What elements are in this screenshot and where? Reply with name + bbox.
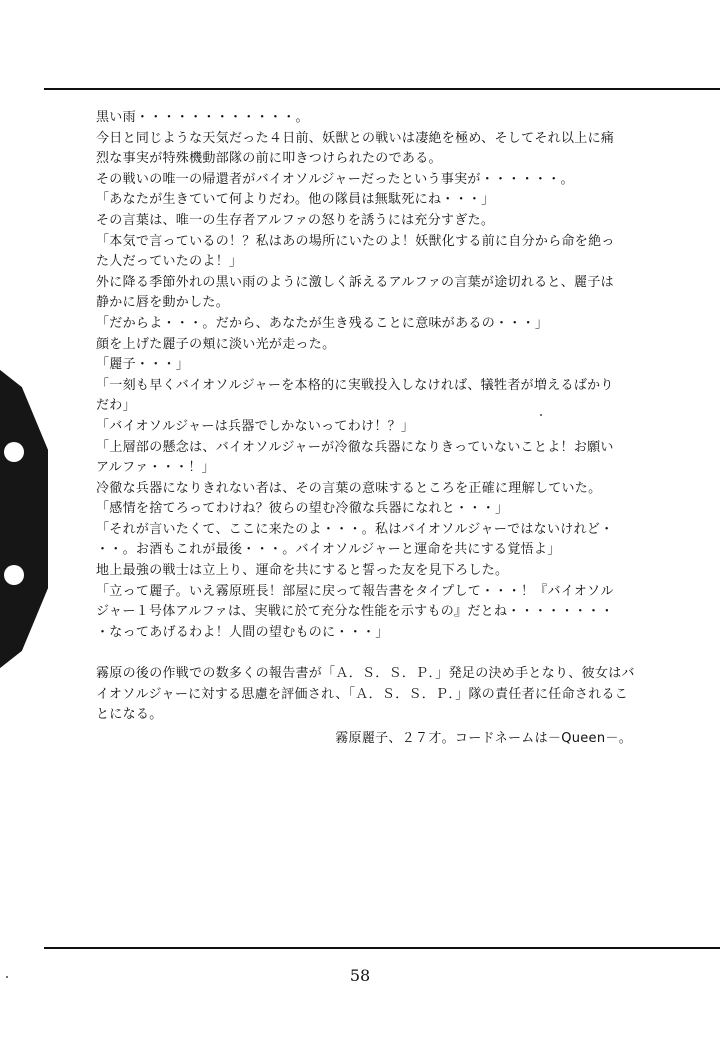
text-line: アルファ・・・！」 (96, 460, 215, 476)
text-line: 冷徹な兵器になりきれない者は、その言葉の意味するところを正確に理解していた。 (96, 480, 602, 496)
epilogue-line: とになる。 (96, 707, 163, 723)
text-line: 静かに唇を動かした。 (96, 295, 230, 311)
bottom-rule (44, 947, 720, 949)
text-line: その戦いの唯一の帰還者がバイオソルジャーだったという事実が・・・・・・。 (96, 171, 574, 187)
text-line: 外に降る季節外れの黒い雨のように激しく訴えるアルファの言葉が途切れると、麗子は (96, 274, 614, 290)
text-line: 「立って麗子。いえ霧原班長！部屋に戻って報告書をタイプして・・・！『バイオソル (96, 583, 614, 599)
epilogue-line: イオソルジャーに対する思慮を評価され、「Ａ．Ｓ．Ｓ．Ｐ．」隊の責任者に任命されるこ (96, 686, 629, 702)
text-line: 「だからよ・・・。だから、あなたが生き残ることに意味があるの・・・」 (96, 315, 549, 331)
text-line: ・・。お酒もこれが最後・・・。バイオソルジャーと運命を共にする覚悟よ」 (96, 542, 561, 558)
text-line: 地上最強の戦士は立上り、運命を共にすると誓った友を見下ろした。 (96, 563, 509, 579)
text-line: 烈な事実が特殊機動部隊の前に叩きつけられたのである。 (96, 151, 442, 167)
text-line: 「麗子・・・」 (96, 357, 190, 373)
binder-tab (0, 362, 48, 676)
text-line: ジャー１号体アルファは、実戦に於て充分な性能を示すもの』だとね・・・・・・・・ (96, 604, 614, 620)
character-signature: 霧原麗子、２７才。コードネームは－Queen－。 (335, 731, 632, 746)
binder-hole-bottom (4, 565, 24, 585)
story-text (96, 108, 648, 726)
scan-speck (6, 976, 8, 978)
text-line: 「感情を捨てろってわけね？彼らの望む冷徹な兵器になれと・・・」 (96, 501, 509, 517)
top-rule (44, 88, 720, 90)
paragraph-gap (96, 643, 648, 664)
text-line: 「バイオソルジャーは兵器でしかないってわけ！？」 (96, 418, 415, 434)
text-line: 「一刻も早くバイオソルジャーを本格的に実戦投入しなければ、犠牲者が増えるばかり (96, 377, 614, 393)
text-line: ・なってあげるわよ！人間の望むものに・・・」 (96, 624, 389, 640)
text-line: その言葉は、唯一の生存者アルファの怒りを誘うには充分すぎた。 (96, 212, 495, 228)
text-line: 「それが言いたくて、ここに来たのよ・・・。私はバイオソルジャーではないけれど・ (96, 521, 614, 537)
text-line: 「あなたが生きていて何よりだわ。他の隊員は無駄死にね・・・」 (96, 192, 495, 208)
scan-speck (540, 414, 542, 416)
text-line: 黒い雨・・・・・・・・・・・・。 (96, 110, 309, 125)
epilogue-line: 霧原の後の作戦での数多くの報告書が「Ａ．Ｓ．Ｓ．Ｐ．」発足の決め手となり、彼女はバ (96, 666, 635, 682)
text-line: 「上層部の懸念は、バイオソルジャーが冷徹な兵器になりきっていないことよ！お願い (96, 439, 614, 455)
text-line: だわ」 (96, 398, 136, 414)
text-line: 「本気で言っているの！？私はあの場所にいたのよ！妖獣化する前に自分から命を絶っ (96, 233, 615, 249)
text-line: た人だっていたのよ！」 (96, 254, 243, 270)
text-line: 今日と同じような天気だった４日前、妖獣との戦いは凄絶を極め、そしてそれ以上に痛 (96, 130, 615, 146)
text-line: 顔を上げた麗子の頬に淡い光が走った。 (96, 336, 336, 352)
page-number: 58 (349, 966, 371, 985)
binder-hole-top (4, 442, 24, 462)
